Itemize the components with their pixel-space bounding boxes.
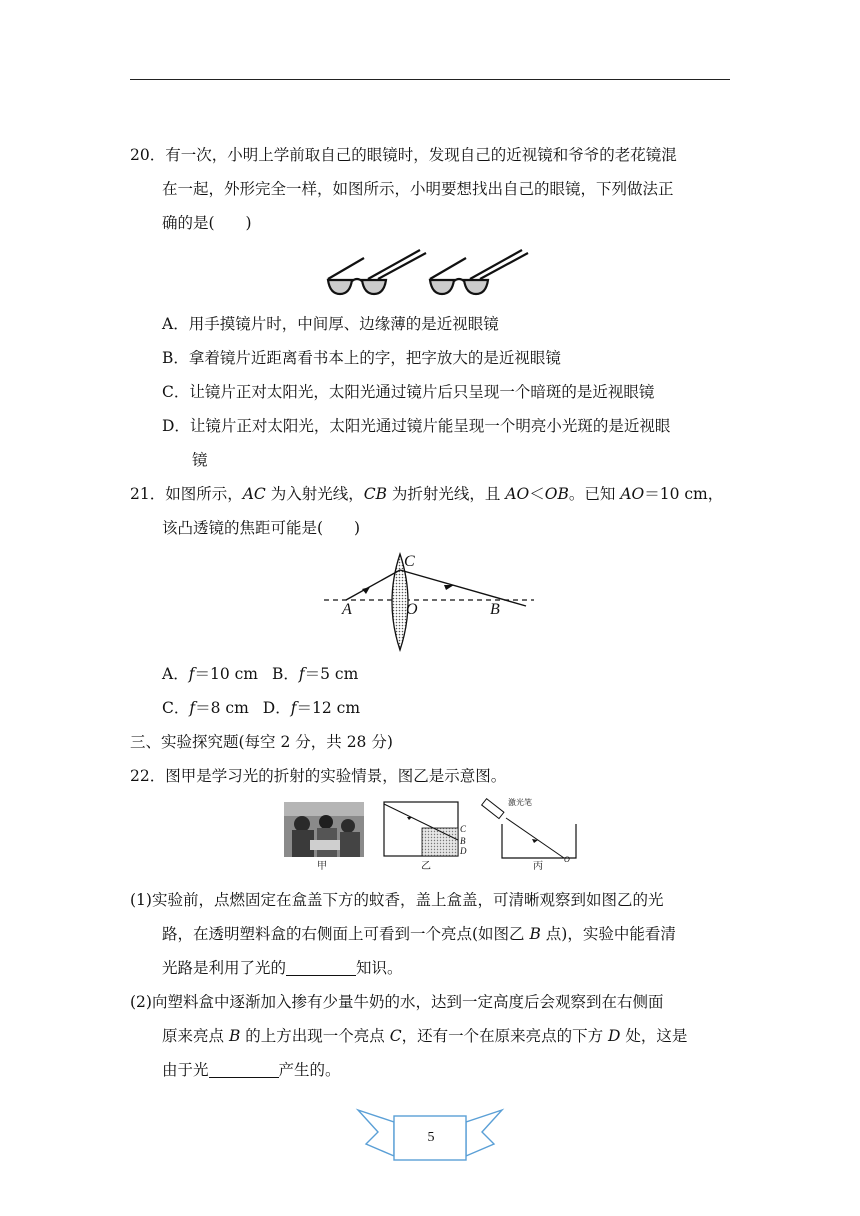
q20-option-b: B．拿着镜片近距离看书本上的字，把字放大的是近视眼镜 (162, 349, 561, 367)
diagram-bing (478, 796, 584, 862)
q22-part2-line3: 由于光 产生的。 (162, 1061, 341, 1079)
header-rule (130, 79, 730, 80)
yi-label-d: D (460, 846, 467, 856)
caption-jia: 甲 (317, 861, 327, 872)
q20-stem-line3: 确的是( ) (162, 214, 252, 232)
glasses-figure (322, 246, 534, 302)
section-heading: 三、实验探究题(每空 2 分，共 28 分) (130, 733, 393, 751)
q20-option-a: A．用手摸镜片时，中间厚、边缘薄的是近视眼镜 (162, 315, 499, 333)
answer-blank-1[interactable] (286, 959, 356, 976)
lens-figure (320, 546, 540, 658)
q21-options-cd: C．f＝8 cm D．f＝12 cm (162, 699, 361, 717)
q21-options-ab: A．f＝10 cm B．f＝5 cm (162, 665, 359, 683)
q20-option-d-line1: D．让镜片正对太阳光，太阳光通过镜片能呈现一个明亮小光斑的是近视眼 (162, 417, 671, 435)
answer-blank-2[interactable] (209, 1061, 279, 1078)
bing-label-o: O (564, 855, 570, 862)
q20-option-c: C．让镜片正对太阳光，太阳光通过镜片后只呈现一个暗斑的是近视眼镜 (162, 383, 655, 401)
q21-stem-line2: 该凸透镜的焦距可能是( ) (162, 519, 361, 537)
diagram-yi (382, 800, 472, 858)
lens-label-a: A (342, 601, 352, 618)
q22-stem: 22．图甲是学习光的折射的实验情景，图乙是示意图。 (130, 767, 507, 785)
q22-part1-line1: (1)实验前，点燃固定在盒盖下方的蚊香，盖上盒盖，可清晰观察到如图乙的光 (130, 891, 664, 909)
lens-label-b: B (490, 601, 500, 618)
q22-part2-line2: 原来亮点 B 的上方出现一个亮点 C，还有一个在原来亮点的下方 D 处，这是 (162, 1027, 688, 1045)
caption-bing: 丙 (533, 861, 543, 872)
yi-label-c: C (460, 824, 467, 834)
q20-stem-line2: 在一起，外形完全一样，如图所示，小明要想找出自己的眼镜，下列做法正 (162, 180, 674, 198)
q22-part1-line3: 光路是利用了光的 知识。 (162, 959, 403, 977)
q22-part1-line2: 路，在透明塑料盒的右侧面上可看到一个亮点(如图乙 B 点)，实验中能看清 (162, 925, 676, 943)
experiment-photo (284, 802, 364, 857)
q22-part2-line1: (2)向塑料盒中逐渐加入掺有少量牛奶的水，达到一定高度后会观察到在右侧面 (130, 993, 664, 1011)
q20-stem-line1: 20．有一次，小明上学前取自己的眼镜时，发现自己的近视镜和爷爷的老花镜混 (130, 146, 677, 164)
lens-label-c: C (404, 553, 415, 570)
page-number: 5 (427, 1130, 435, 1145)
bing-laser-label: 激光笔 (508, 798, 532, 807)
yi-label-b: B (460, 836, 466, 846)
q21-stem-line1: 21．如图所示，AC 为入射光线，CB 为折射光线，且 AO＜OB。已知 AO＝10 cm， (130, 485, 724, 503)
lens-label-o: O (406, 601, 418, 618)
caption-yi: 乙 (421, 861, 431, 872)
q20-option-d-line2: 镜 (192, 451, 208, 469)
